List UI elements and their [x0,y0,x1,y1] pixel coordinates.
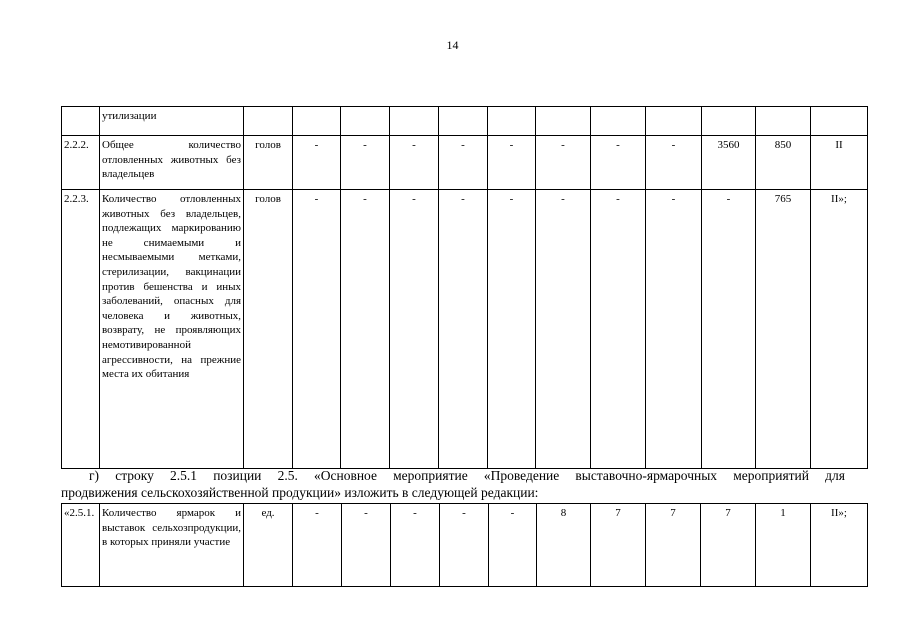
value-cell: 7 [591,504,646,587]
value-cell: - [390,136,439,190]
value-cell [591,107,646,136]
value-cell [439,107,488,136]
value-cell: II»; [811,190,868,469]
program-indicators-table [61,106,868,469]
value-cell: - [293,136,341,190]
unit-cell: ед. [244,504,293,587]
value-cell [811,107,868,136]
value-cell: - [536,136,591,190]
value-cell: 1 [756,504,811,587]
value-cell: II»; [811,504,868,587]
value-cell [488,107,536,136]
value-cell: - [341,190,390,469]
value-cell: 8 [537,504,591,587]
value-cell [341,107,390,136]
value-cell [536,107,591,136]
indicator-name-cell: Количество ярмарок и выставок сельхозпродукции, в которых приняли участие [100,504,244,587]
unit-cell: голов [244,190,293,469]
value-cell: - [391,504,440,587]
page-number: 14 [446,38,459,52]
value-cell: - [702,190,756,469]
row-number-cell: «2.5.1. [62,504,100,587]
value-cell: - [342,504,391,587]
indicator-name-cell: Количество отловленных животных без владельцев, подлежащих маркированию не снимаемыми и несмываемыми метками, стерилизации, вакцинации против бешенства и иных заболеваний, опасных для человека и животных, возврату, не проявляющих немотивированной агрессивности, на прежние места их обитания [100,190,244,469]
value-cell: - [439,136,488,190]
row-number-cell [62,107,100,136]
value-cell: - [293,504,342,587]
value-cell: - [488,136,536,190]
indicator-name-cell: утилизации [100,107,244,136]
table-row [62,190,868,469]
value-cell [390,107,439,136]
value-cell: - [591,136,646,190]
table-row [62,504,868,587]
table1-body [62,107,868,469]
value-cell: - [390,190,439,469]
value-cell: - [591,190,646,469]
value-cell: 850 [756,136,811,190]
indicator-name-cell: Общее количество отловленных животных без владельцев [100,136,244,190]
value-cell: 765 [756,190,811,469]
value-cell [756,107,811,136]
value-cell [646,107,702,136]
table2-body [62,504,868,587]
value-cell: 7 [701,504,756,587]
value-cell: - [293,190,341,469]
value-cell: II [811,136,868,190]
unit-cell [244,107,293,136]
fair-indicator-table [61,503,868,587]
value-cell: 3560 [702,136,756,190]
value-cell: - [646,190,702,469]
value-cell [293,107,341,136]
table-row [62,136,868,190]
value-cell: - [489,504,537,587]
value-cell: - [536,190,591,469]
value-cell: - [488,190,536,469]
value-cell: - [440,504,489,587]
value-cell: - [341,136,390,190]
row-number-cell: 2.2.2. [62,136,100,190]
row-number-cell: 2.2.3. [62,190,100,469]
value-cell: - [646,136,702,190]
unit-cell: голов [244,136,293,190]
value-cell: 7 [646,504,701,587]
amendment-paragraph-line-2: продвижения сельскохозяйственной продукции» изложить в следующей редакции: [61,485,539,500]
value-cell [702,107,756,136]
value-cell: - [439,190,488,469]
table-row [62,107,868,136]
amendment-paragraph-line-1: г) строку 2.5.1 позиции 2.5. «Основное мероприятие «Проведение выставочно-ярмарочных мероприятий для [89,468,845,483]
